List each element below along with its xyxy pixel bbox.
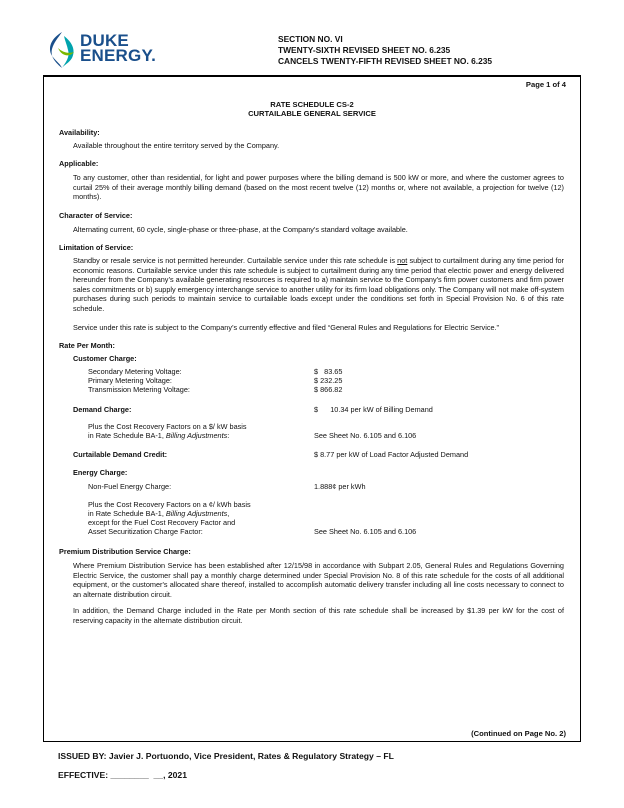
demand-charge-heading: Demand Charge: — [73, 405, 132, 414]
premium-heading: Premium Distribution Service Charge: — [59, 547, 191, 556]
rate-per-month-heading: Rate Per Month: — [59, 341, 115, 350]
energy-plus-line-2-italic: Billing Adjustments — [165, 509, 228, 518]
nonfuel-value: 1.888¢ per kWh — [314, 482, 366, 491]
customer-charge-value-2: $ 866.82 — [314, 385, 343, 394]
logo-line-2: ENERGY. — [80, 46, 157, 65]
limitation-text-end: subject to curtailment during any time period for economic reasons. Curtailable service under this rate schedule is subject to curtailment during any time period that electric power and energy delivered hereunder from the Company’s available generating resources is required to a) maintain service to the Company's firm power customers and firm power sales commitments or b) supply emergency interchange service to another utility for its firm load obligations only. The Company will not make off-system purchases during such periods to maintain service to curtailable loads except under the conditions set forth in Special Provision No. 6 of this rate schedule. — [73, 256, 564, 313]
availability-text: Available throughout the entire territory served by the Company. — [73, 141, 280, 150]
effective-date: EFFECTIVE: ________ __, 2021 — [58, 770, 187, 780]
nonfuel-label: Non-Fuel Energy Charge: — [88, 482, 172, 491]
character-text: Alternating current, 60 cycle, single-phase or three-phase, at the Company's standard voltage available. — [73, 225, 408, 234]
continued-note: (Continued on Page No. 2) — [471, 729, 566, 738]
applicable-heading: Applicable: — [59, 159, 99, 168]
logo-line-1: DUKE — [80, 31, 129, 50]
document-header — [278, 34, 492, 67]
issued-by: ISSUED BY: Javier J. Portuondo, Vice President, Rates & Regulatory Strategy – FL — [58, 751, 394, 761]
applicable-text: To any customer, other than residential, for light and power purposes where the billing demand is 500 kW or more, and where the customer agrees to curtail 25% of their average monthly billing demand (based on the most recent twelve (12) months or, where not available, a projection for twelve (12) months). — [73, 173, 564, 202]
energy-plus-value: See Sheet No. 6.105 and 6.106 — [314, 527, 417, 536]
premium-text-1: Where Premium Distribution Service has been established after 12/15/98 in accordance with Subpart 2.05, General Rules and Regulations Governing Electric Service, the customer shall pay a monthly charge determined under Special Provision No. 8 of this rate schedule for the costs of all additional equipment, or the customer's allocated share thereof, installed to accomplish automatic delivery transfer including all line costs necessary to connect to an alternate distribution circuit. — [73, 561, 564, 599]
customer-charge-value-1: $ 232.25 — [314, 376, 343, 385]
energy-charge-heading: Energy Charge: — [73, 468, 128, 477]
limitation-heading: Limitation of Service: — [59, 243, 134, 252]
customer-charge-heading: Customer Charge: — [73, 354, 137, 363]
cancels-sheet: CANCELS TWENTY-FIFTH REVISED SHEET NO. 6.235 — [278, 56, 493, 66]
premium-text-2: In addition, the Demand Charge included in the Rate per Month section of this rate schedule shall be increased by $1.39 per kW for the cost of reserving capacity in the alternate distribution circuit. — [73, 606, 564, 625]
flame-icon — [46, 30, 80, 70]
demand-plus-line-1: Plus the Cost Recovery Factors on a $/ kW basis — [88, 422, 247, 431]
demand-charge-value: $ 10.34 per kW of Billing Demand — [314, 405, 433, 414]
limitation-not-word: not — [397, 256, 408, 265]
demand-plus-line-2-c: : — [227, 431, 230, 440]
customer-charge-label-1: Primary Metering Voltage: — [88, 376, 172, 385]
energy-plus-line-1: Plus the Cost Recovery Factors on a ¢/ kWh basis — [88, 500, 251, 509]
character-heading: Character of Service: — [59, 211, 133, 220]
demand-plus-line-2-a: in Rate Schedule BA-1, — [88, 431, 166, 440]
customer-charge-label-0: Secondary Metering Voltage: — [88, 367, 182, 376]
curtailable-credit-heading: Curtailable Demand Credit: — [73, 450, 168, 459]
limitation-text-start: Standby or resale service is not permitted hereunder. Curtailable service under this rate schedule is — [73, 256, 398, 265]
customer-charge-label-2: Transmission Metering Voltage: — [88, 385, 190, 394]
demand-plus-value: See Sheet No. 6.105 and 6.106 — [314, 431, 417, 440]
limitation-text-2: Service under this rate is subject to the Company’s currently effective and filed “General Rules and Regulations for Electric Service.” — [73, 323, 499, 332]
demand-plus-line-2-italic: Billing Adjustments — [165, 431, 228, 440]
availability-heading: Availability: — [59, 128, 100, 137]
energy-plus-line-2-a: in Rate Schedule BA-1, — [88, 509, 166, 518]
sheet-number: TWENTY-SIXTH REVISED SHEET NO. 6.235 — [278, 45, 451, 55]
energy-plus-line-2-c: , — [227, 509, 230, 518]
energy-plus-line-4: Asset Securitization Charge Factor: — [88, 527, 203, 536]
duke-energy-logo — [46, 30, 156, 72]
rate-schedule-subtitle: CURTAILABLE GENERAL SERVICE — [248, 109, 376, 118]
demand-plus-line-2 — [88, 431, 229, 441]
energy-plus-line-3: except for the Fuel Cost Recovery Factor and — [88, 518, 236, 527]
page-label: Page 1 of 4 — [525, 80, 566, 89]
curtailable-credit-value: $ 8.77 per kW of Load Factor Adjusted Demand — [314, 450, 469, 459]
limitation-text — [73, 256, 564, 314]
tariff-page-box — [43, 75, 581, 742]
customer-charge-value-0: $ 83.65 — [314, 367, 343, 376]
section-number: SECTION NO. VI — [278, 34, 343, 44]
rate-schedule-title: RATE SCHEDULE CS-2 — [270, 100, 354, 109]
